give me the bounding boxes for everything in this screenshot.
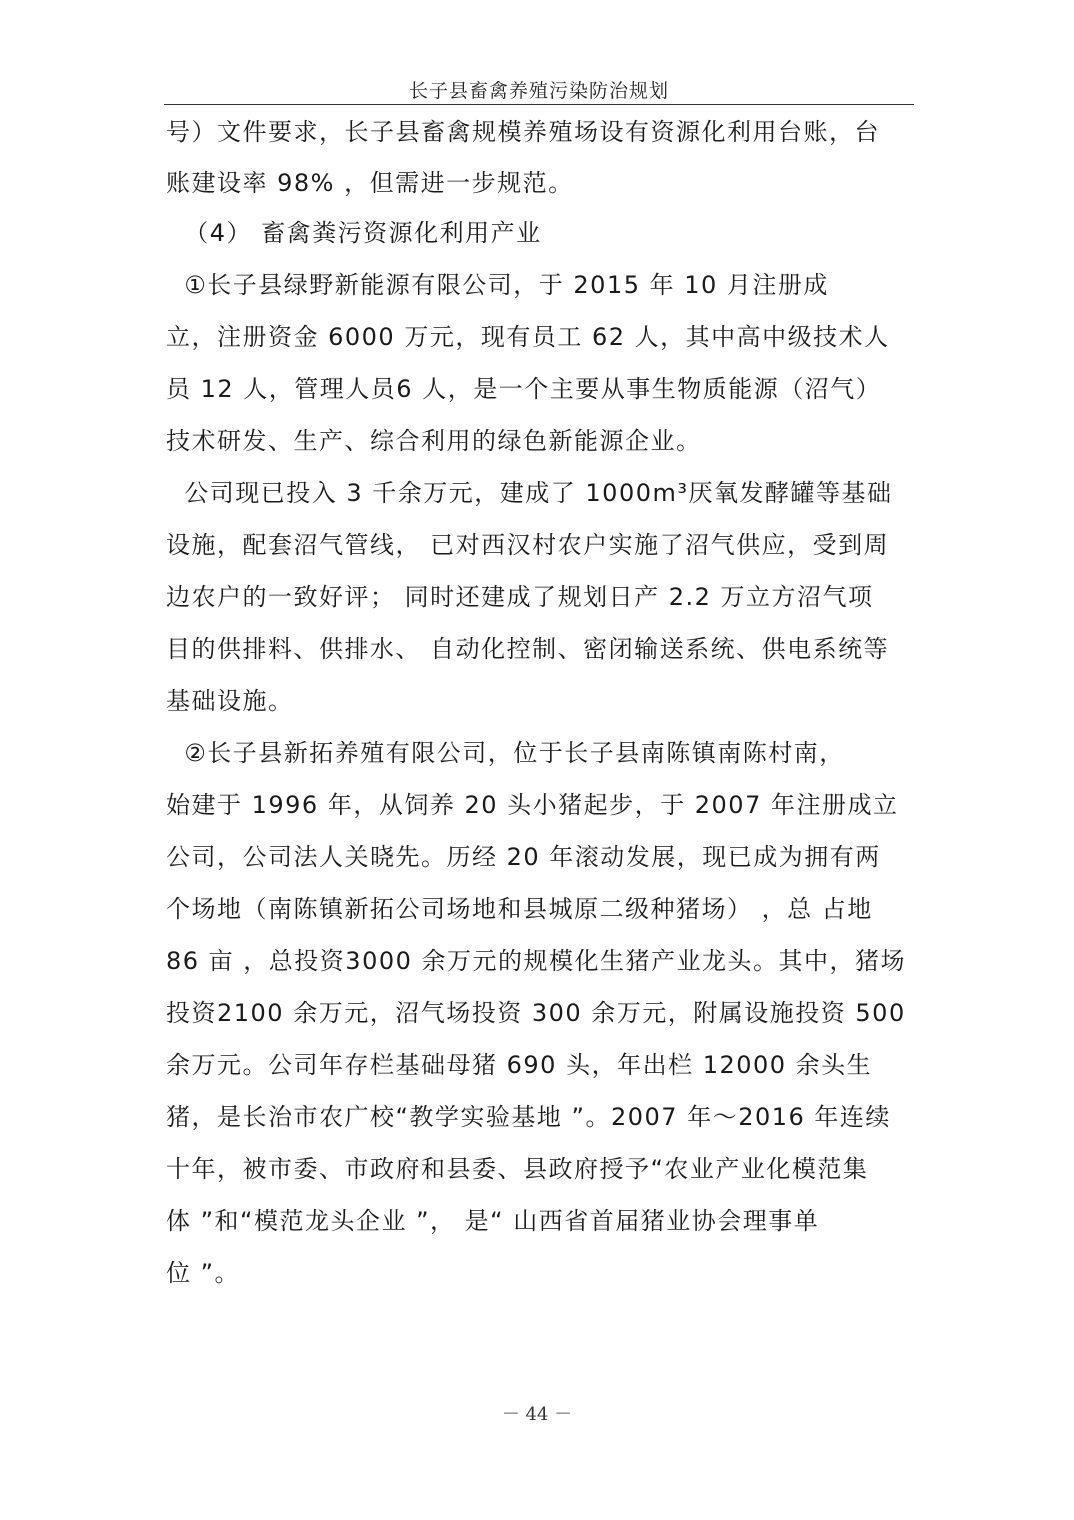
text-line: 目的供排料、供排水、 自动化控制、密闭输送系统、供电系统等 bbox=[166, 635, 890, 663]
text-line: 投资2100 余万元，沼气场投资 300 余万元，附属设施投资 500 bbox=[166, 999, 906, 1027]
text-line: 体 ”和“模范龙头企业 ”， 是“ 山西省首届猪业协会理事单 bbox=[166, 1207, 820, 1235]
text-line: ①长子县绿野新能源有限公司，于 2015 年 10 月注册成 bbox=[166, 271, 829, 299]
text-line: 基础设施。 bbox=[166, 687, 294, 715]
page-header-title: 长子县畜禽养殖污染防治规划 bbox=[408, 80, 669, 102]
text-line: 技术研发、生产、综合利用的绿色新能源企业。 bbox=[166, 427, 702, 455]
text-line: 个场地（南陈镇新拓公司场地和县城原二级种猪场） ，总 占地 bbox=[166, 895, 873, 923]
text-line: 号）文件要求，长子县畜禽规模养殖场设有资源化利用台账，台 bbox=[166, 118, 880, 146]
text-line: 公司，公司法人关晓先。历经 20 年滚动发展，现已成为拥有两 bbox=[166, 843, 881, 871]
page-number: － 44 － bbox=[501, 1404, 573, 1425]
text-line: 猪，是长治市农广校“教学实验基地 ”。2007 年～2016 年连续 bbox=[166, 1103, 891, 1131]
text-line: 员 12 人，管理人员6 人，是一个主要从事生物质能源（沼气） bbox=[166, 375, 882, 403]
text-line: 余万元。公司年存栏基础母猪 690 头，年出栏 12000 余头生 bbox=[166, 1051, 873, 1079]
text-line: 设施，配套沼气管线， 已对西汉村农户实施了沼气供应，受到周 bbox=[166, 531, 890, 559]
text-line: 边农户的一致好评； 同时还建成了规划日产 2.2 万立方沼气项 bbox=[166, 583, 874, 611]
text-line: 位 ”。 bbox=[166, 1259, 241, 1287]
text-line: 始建于 1996 年，从饲养 20 头小猪起步，于 2007 年注册成立 bbox=[166, 791, 899, 819]
text-line: ②长子县新拓养殖有限公司，位于长子县南陈镇南陈村南， bbox=[166, 739, 845, 767]
header-divider bbox=[164, 104, 914, 105]
text-line: 十年，被市委、市政府和县委、县政府授予“农业产业化模范集 bbox=[166, 1155, 869, 1183]
text-line: 公司现已投入 3 千余万元，建成了 1000m³厌氧发酵罐等基础 bbox=[166, 479, 893, 507]
text-line: 账建设率 98% ，但需进一步规范。 bbox=[166, 169, 574, 197]
text-line: 立，注册资金 6000 万元，现有员工 62 人，其中高中级技术人 bbox=[166, 323, 890, 351]
section-heading: （4） 畜禽粪污资源化利用产业 bbox=[166, 219, 542, 247]
text-line: 86 亩 ，总投资3000 余万元的规模化生猪产业龙头。其中，猪场 bbox=[166, 947, 907, 975]
